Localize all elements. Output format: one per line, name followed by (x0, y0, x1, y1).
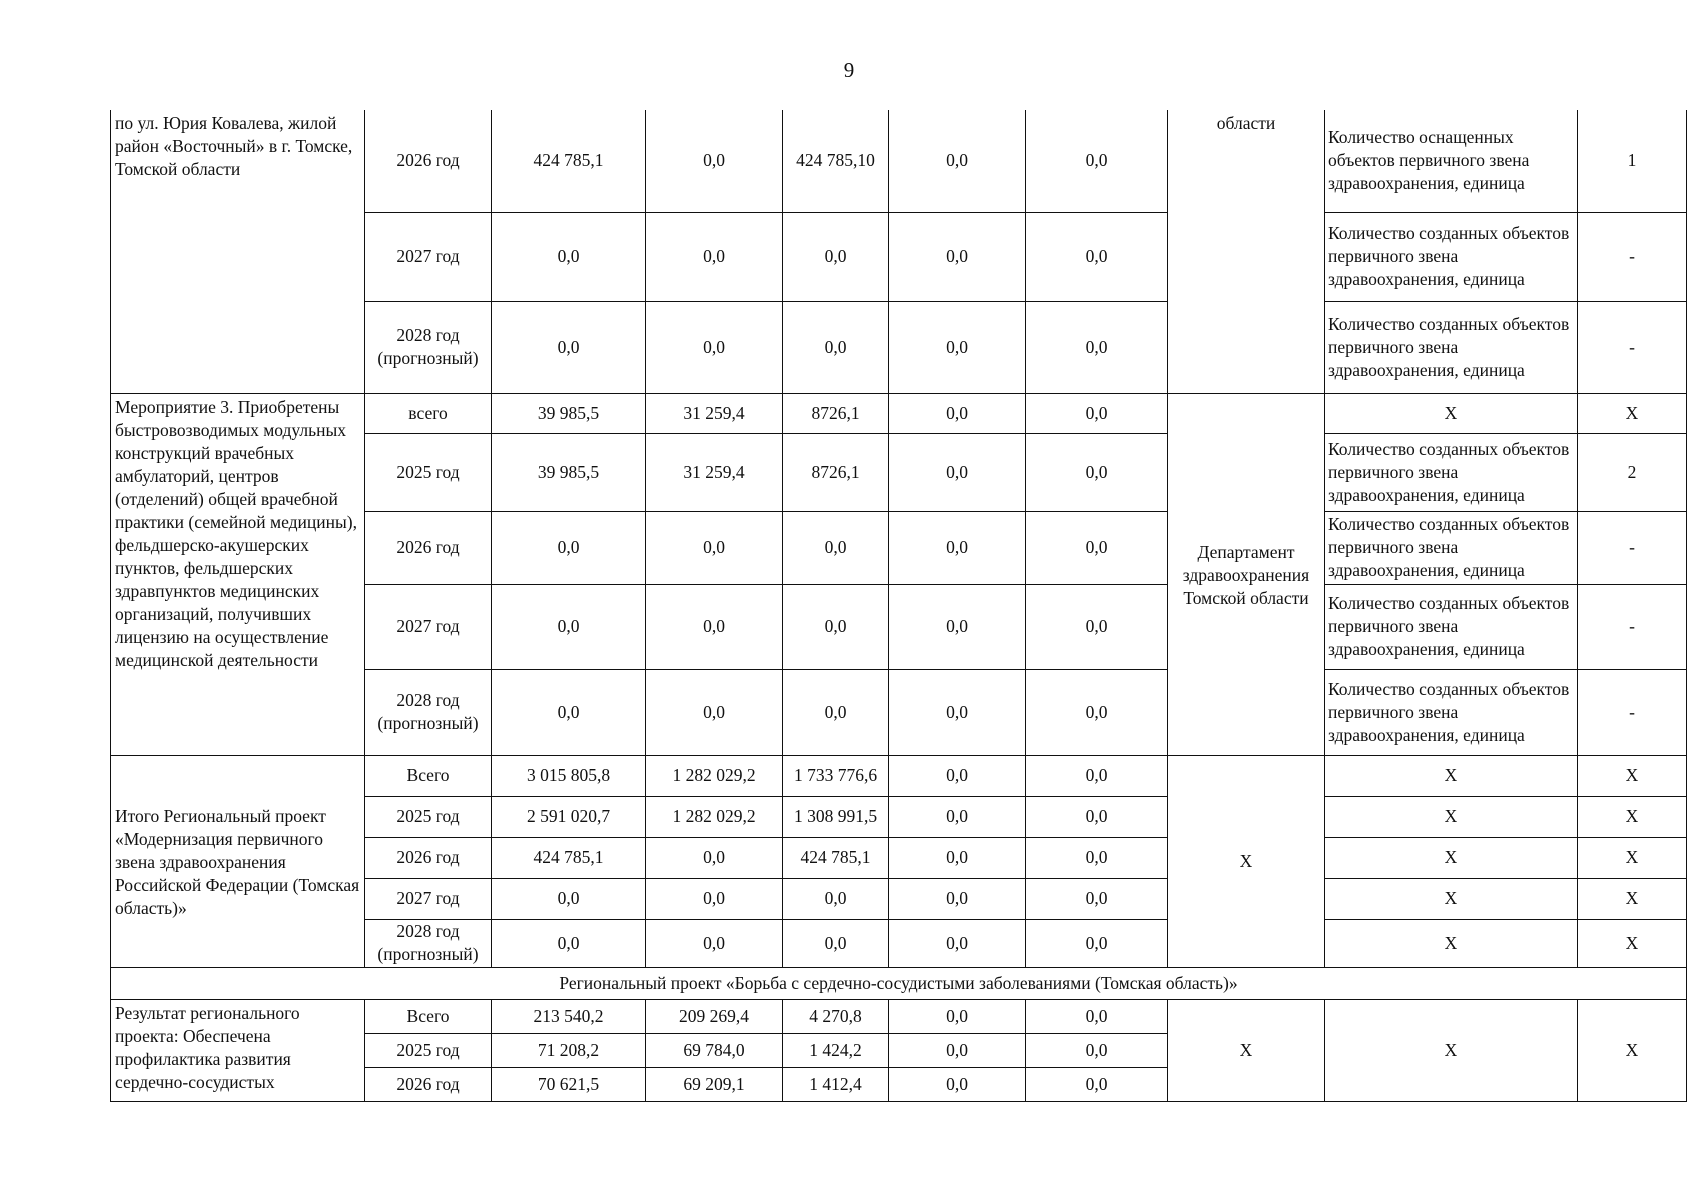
local-cell: 0,0 (889, 669, 1026, 755)
indicator-value-cell: - (1578, 511, 1687, 584)
event-name-cell: по ул. Юрия Ковалева, жилой район «Восточный» в г. Томске, Томской области (111, 110, 365, 393)
regional-cell: 1 424,2 (783, 1033, 889, 1067)
indicator-value-cell: - (1578, 301, 1687, 393)
table-row (111, 755, 1687, 796)
indicator-cell: Количество созданных объектов первичного звена здравоохранения, единица (1325, 584, 1578, 669)
year-cell: 2026 год (365, 511, 492, 584)
table-row (111, 393, 1687, 433)
year-cell: 2026 год (365, 1067, 492, 1101)
year-cell: 2028 год (прогнозный) (365, 669, 492, 755)
other-cell: 0,0 (1026, 919, 1168, 967)
year-cell: 2027 год (365, 878, 492, 919)
other-cell: 0,0 (1026, 669, 1168, 755)
year-cell: всего (365, 393, 492, 433)
event-name-cell: Итого Региональный проект «Модернизация первичного звена здравоохранения Российской Федерации (Томская область)» (111, 755, 365, 967)
other-cell: 0,0 (1026, 1067, 1168, 1101)
indicator-cell: Количество созданных объектов первичного звена здравоохранения, единица (1325, 212, 1578, 301)
federal-cell: 0,0 (646, 837, 783, 878)
federal-cell: 1 282 029,2 (646, 755, 783, 796)
local-cell: 0,0 (889, 837, 1026, 878)
indicator-value-cell: 2 (1578, 433, 1687, 511)
indicator-cell: Количество созданных объектов первичного звена здравоохранения, единица (1325, 511, 1578, 584)
other-cell: 0,0 (1026, 511, 1168, 584)
budget-table (110, 110, 1687, 1102)
local-cell: 0,0 (889, 393, 1026, 433)
federal-cell: 0,0 (646, 878, 783, 919)
other-cell: 0,0 (1026, 999, 1168, 1033)
other-cell: 0,0 (1026, 878, 1168, 919)
indicator-value-cell: - (1578, 669, 1687, 755)
indicator-value-cell: X (1578, 393, 1687, 433)
total-cell: 0,0 (492, 919, 646, 967)
regional-cell: 0,0 (783, 212, 889, 301)
year-cell: 2025 год (365, 796, 492, 837)
indicator-cell: Количество созданных объектов первичного звена здравоохранения, единица (1325, 301, 1578, 393)
event-name-cell: Мероприятие 3. Приобретены быстровозводимых модульных конструкций врачебных амбулаторий, центров (отделений) общей врачебной практики (семейной медицины), фельдшерско-акушерских пунктов, фельдшерских здравпунктов медицинских организаций, получивших лицензию на осуществление медицинской деятельности (111, 393, 365, 755)
other-cell: 0,0 (1026, 212, 1168, 301)
other-cell: 0,0 (1026, 301, 1168, 393)
local-cell: 0,0 (889, 796, 1026, 837)
other-cell: 0,0 (1026, 837, 1168, 878)
indicator-cell: X (1325, 755, 1578, 796)
year-cell: 2028 год (прогнозный) (365, 301, 492, 393)
federal-cell: 69 784,0 (646, 1033, 783, 1067)
regional-cell: 0,0 (783, 919, 889, 967)
indicator-value-cell: X (1578, 919, 1687, 967)
year-cell: 2027 год (365, 212, 492, 301)
indicator-cell: Количество созданных объектов первичного звена здравоохранения, единица (1325, 669, 1578, 755)
federal-cell: 0,0 (646, 511, 783, 584)
executor-cell: области (1168, 110, 1325, 393)
year-cell: 2027 год (365, 584, 492, 669)
executor-cell: Департамент здравоохранения Томской области (1168, 393, 1325, 755)
federal-cell: 31 259,4 (646, 393, 783, 433)
local-cell: 0,0 (889, 433, 1026, 511)
federal-cell: 31 259,4 (646, 433, 783, 511)
regional-cell: 8726,1 (783, 433, 889, 511)
regional-cell: 0,0 (783, 878, 889, 919)
total-cell: 39 985,5 (492, 433, 646, 511)
federal-cell: 1 282 029,2 (646, 796, 783, 837)
page-number: 9 (843, 58, 855, 82)
regional-cell: 1 412,4 (783, 1067, 889, 1101)
year-cell: 2026 год (365, 110, 492, 212)
federal-cell: 0,0 (646, 301, 783, 393)
total-cell: 0,0 (492, 212, 646, 301)
total-cell: 424 785,1 (492, 110, 646, 212)
total-cell: 0,0 (492, 878, 646, 919)
total-cell: 0,0 (492, 511, 646, 584)
local-cell: 0,0 (889, 212, 1026, 301)
total-cell: 0,0 (492, 301, 646, 393)
year-cell: Всего (365, 755, 492, 796)
table-row (111, 110, 1687, 212)
year-cell: 2026 год (365, 837, 492, 878)
federal-cell: 209 269,4 (646, 999, 783, 1033)
federal-cell: 0,0 (646, 584, 783, 669)
indicator-value-cell: X (1578, 999, 1687, 1101)
year-cell: 2025 год (365, 433, 492, 511)
year-cell: 2028 год (прогнозный) (365, 919, 492, 967)
local-cell: 0,0 (889, 878, 1026, 919)
local-cell: 0,0 (889, 755, 1026, 796)
regional-cell: 424 785,10 (783, 110, 889, 212)
regional-cell: 0,0 (783, 584, 889, 669)
regional-cell: 424 785,1 (783, 837, 889, 878)
local-cell: 0,0 (889, 301, 1026, 393)
indicator-cell: X (1325, 796, 1578, 837)
regional-cell: 0,0 (783, 669, 889, 755)
total-cell: 2 591 020,7 (492, 796, 646, 837)
total-cell: 71 208,2 (492, 1033, 646, 1067)
regional-cell: 4 270,8 (783, 999, 889, 1033)
local-cell: 0,0 (889, 511, 1026, 584)
federal-cell: 0,0 (646, 669, 783, 755)
regional-cell: 8726,1 (783, 393, 889, 433)
indicator-cell: X (1325, 999, 1578, 1101)
indicator-value-cell: X (1578, 755, 1687, 796)
event-name-cell: Результат регионального проекта: Обеспечена профилактика развития сердечно-сосудистых (111, 999, 365, 1101)
other-cell: 0,0 (1026, 755, 1168, 796)
other-cell: 0,0 (1026, 584, 1168, 669)
executor-cell: X (1168, 999, 1325, 1101)
total-cell: 0,0 (492, 584, 646, 669)
indicator-value-cell: X (1578, 878, 1687, 919)
total-cell: 424 785,1 (492, 837, 646, 878)
project-title-cell: Региональный проект «Борьба с сердечно-сосудистыми заболеваниями (Томская область)» (111, 967, 1687, 999)
table-row (111, 967, 1687, 999)
local-cell: 0,0 (889, 584, 1026, 669)
federal-cell: 69 209,1 (646, 1067, 783, 1101)
other-cell: 0,0 (1026, 796, 1168, 837)
table-row (111, 999, 1687, 1033)
regional-cell: 1 733 776,6 (783, 755, 889, 796)
year-cell: Всего (365, 999, 492, 1033)
regional-cell: 1 308 991,5 (783, 796, 889, 837)
local-cell: 0,0 (889, 1033, 1026, 1067)
indicator-cell: X (1325, 878, 1578, 919)
indicator-cell: Количество оснащенных объектов первичного звена здравоохранения, единица (1325, 110, 1578, 212)
federal-cell: 0,0 (646, 919, 783, 967)
indicator-value-cell: 1 (1578, 110, 1687, 212)
total-cell: 39 985,5 (492, 393, 646, 433)
federal-cell: 0,0 (646, 110, 783, 212)
regional-cell: 0,0 (783, 301, 889, 393)
indicator-cell: Количество созданных объектов первичного звена здравоохранения, единица (1325, 433, 1578, 511)
indicator-value-cell: - (1578, 212, 1687, 301)
indicator-cell: X (1325, 919, 1578, 967)
year-cell: 2025 год (365, 1033, 492, 1067)
local-cell: 0,0 (889, 919, 1026, 967)
local-cell: 0,0 (889, 1067, 1026, 1101)
federal-cell: 0,0 (646, 212, 783, 301)
indicator-value-cell: - (1578, 584, 1687, 669)
indicator-cell: X (1325, 837, 1578, 878)
other-cell: 0,0 (1026, 110, 1168, 212)
indicator-value-cell: X (1578, 796, 1687, 837)
total-cell: 0,0 (492, 669, 646, 755)
indicator-cell: X (1325, 393, 1578, 433)
executor-cell: X (1168, 755, 1325, 967)
local-cell: 0,0 (889, 999, 1026, 1033)
indicator-value-cell: X (1578, 837, 1687, 878)
total-cell: 3 015 805,8 (492, 755, 646, 796)
total-cell: 213 540,2 (492, 999, 646, 1033)
other-cell: 0,0 (1026, 433, 1168, 511)
local-cell: 0,0 (889, 110, 1026, 212)
other-cell: 0,0 (1026, 393, 1168, 433)
regional-cell: 0,0 (783, 511, 889, 584)
other-cell: 0,0 (1026, 1033, 1168, 1067)
total-cell: 70 621,5 (492, 1067, 646, 1101)
